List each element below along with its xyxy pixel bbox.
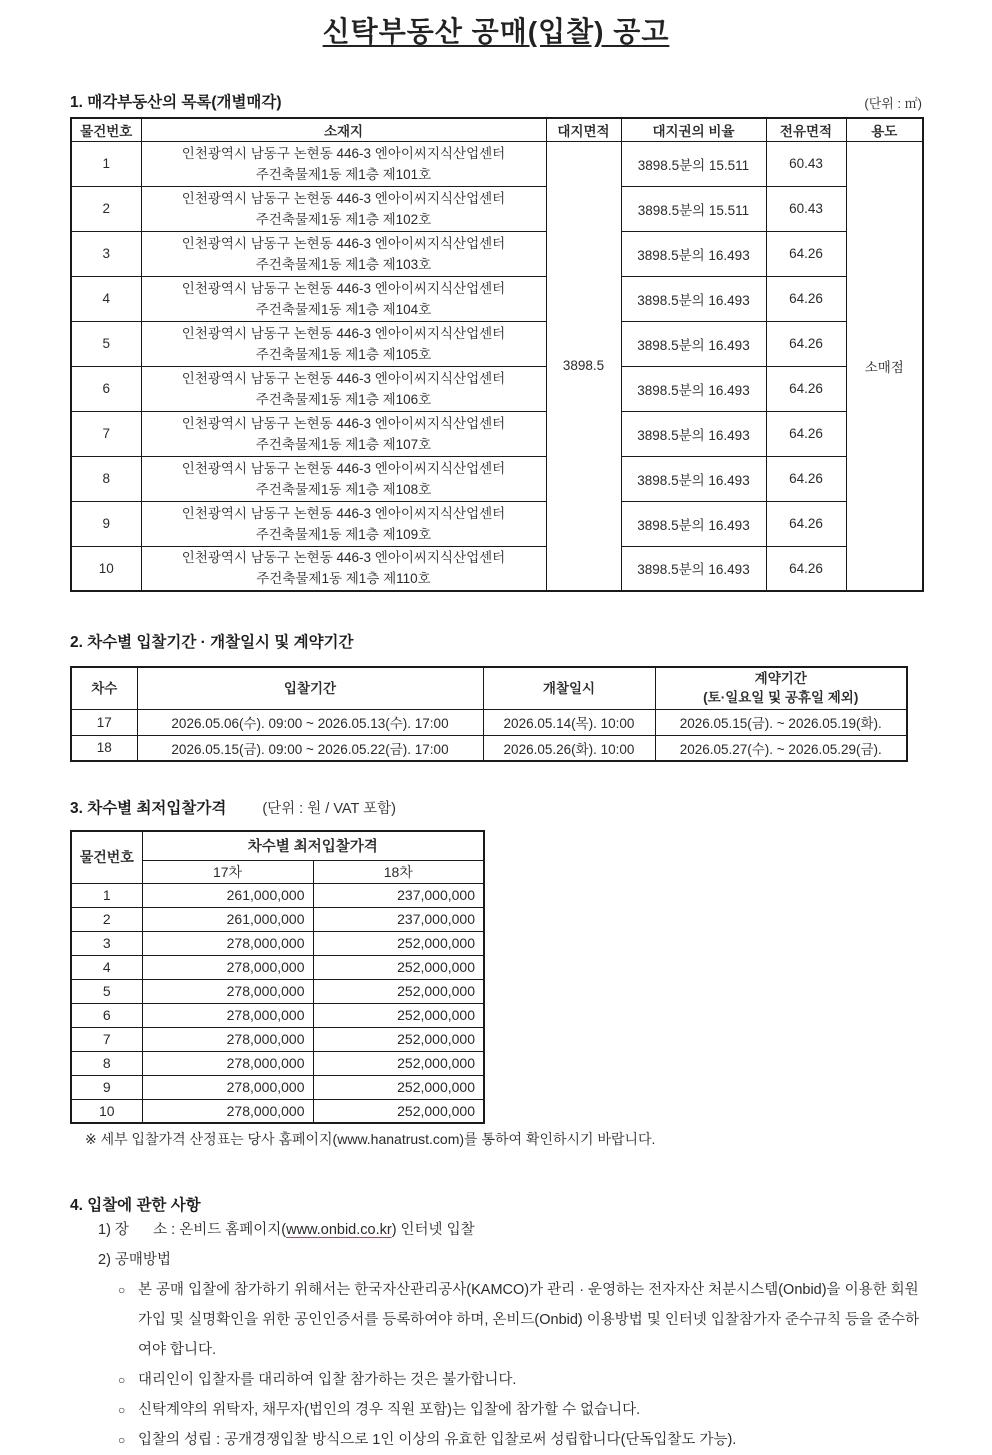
cell-exclusive-area: 64.26 (766, 456, 846, 501)
cell-opening-datetime: 2026.05.14(목). 10:00 (483, 709, 655, 735)
cell-item-no: 3 (71, 931, 142, 955)
circle-bullet-icon: ○ (118, 1373, 126, 1387)
cell-exclusive-area: 60.43 (766, 186, 846, 231)
cell-exclusive-area: 64.26 (766, 501, 846, 546)
header-opening-datetime: 개찰일시 (483, 667, 655, 709)
cell-item-no: 5 (71, 979, 142, 1003)
cell-exclusive-area: 64.26 (766, 366, 846, 411)
onbid-link[interactable]: www.onbid.co.kr (286, 1222, 392, 1238)
table-row (71, 883, 484, 907)
list-item (118, 1395, 922, 1425)
header-exclusive-area: 전유면적 (766, 118, 846, 141)
cell-item-no: 8 (71, 456, 141, 501)
address-line-2: 주건축물제1동 제1층 제102호 (255, 211, 432, 227)
cell-item-no: 6 (71, 1003, 142, 1027)
header-bid-period: 입찰기간 (137, 667, 483, 709)
address-line-2: 주건축물제1동 제1층 제110호 (256, 571, 431, 587)
sale-method-bullets (118, 1275, 922, 1455)
cell-exclusive-area: 64.26 (766, 276, 846, 321)
table-row (71, 411, 923, 456)
cell-address (141, 546, 546, 591)
cell-opening-datetime: 2026.05.26(화). 10:00 (483, 735, 655, 761)
cell-land-share-ratio: 3898.5분의 16.493 (621, 276, 766, 321)
table-row (71, 1099, 484, 1123)
cell-item-no: 2 (71, 186, 141, 231)
cell-item-no: 7 (71, 411, 141, 456)
table-row (71, 1003, 484, 1027)
cell-price-18: 252,000,000 (313, 979, 484, 1003)
cell-exclusive-area: 64.26 (766, 546, 846, 591)
cell-address (141, 366, 546, 411)
cell-exclusive-area: 64.26 (766, 231, 846, 276)
table-row (71, 456, 923, 501)
table-row (71, 366, 923, 411)
address-line-1: 인천광역시 남동구 논현동 446-3 엔아이씨지식산업센터 (181, 415, 506, 431)
cell-exclusive-area: 60.43 (766, 141, 846, 186)
cell-price-17: 278,000,000 (142, 1099, 313, 1123)
section2-heading: 2. 차수별 입찰기간 · 개찰일시 및 계약기간 (70, 634, 354, 651)
list-item (118, 1365, 922, 1395)
cell-round: 18 (71, 735, 137, 761)
cell-item-no: 6 (71, 366, 141, 411)
address-line-1: 인천광역시 남동구 논현동 446-3 엔아이씨지식산업센터 (181, 550, 506, 566)
cell-land-share-ratio: 3898.5분의 16.493 (621, 366, 766, 411)
cell-address (141, 141, 546, 186)
table-row (71, 546, 923, 591)
table-row (71, 276, 923, 321)
address-line-1: 인천광역시 남동구 논현동 446-3 엔아이씨지식산업센터 (181, 370, 506, 386)
sale-method-line: 2) 공매방법 (98, 1252, 171, 1268)
table-row (71, 709, 907, 735)
cell-price-17: 278,000,000 (142, 955, 313, 979)
cell-item-no: 4 (71, 276, 141, 321)
minimum-price-table (70, 830, 485, 1124)
cell-item-no: 1 (71, 141, 141, 186)
cell-item-no: 8 (71, 1051, 142, 1075)
bullet-text: 대리인이 입찰자를 대리하여 입찰 참가하는 것은 불가합니다. (138, 1372, 517, 1388)
bullet-text: 신탁계약의 위탁자, 채무자(법인의 경우 직원 포함)는 입찰에 참가할 수 없습니다. (138, 1402, 641, 1418)
table-row (71, 735, 907, 761)
cell-bid-period: 2026.05.06(수). 09:00 ~ 2026.05.13(수). 17:00 (137, 709, 483, 735)
cell-address (141, 276, 546, 321)
header-land-area: 대지면적 (546, 118, 621, 141)
address-line-2: 주건축물제1동 제1층 제109호 (255, 526, 432, 542)
address-line-2: 주건축물제1동 제1층 제108호 (255, 481, 432, 497)
circle-bullet-icon: ○ (118, 1283, 126, 1297)
cell-land-share-ratio: 3898.5분의 16.493 (621, 456, 766, 501)
address-line-1: 인천광역시 남동구 논현동 446-3 엔아이씨지식산업센터 (181, 190, 506, 206)
table-row (71, 931, 484, 955)
cell-item-no: 9 (71, 501, 141, 546)
cell-price-18: 252,000,000 (313, 1051, 484, 1075)
bid-place-suffix: ) 인터넷 입찰 (391, 1222, 475, 1238)
header-round: 차수 (71, 667, 137, 709)
circle-bullet-icon: ○ (118, 1403, 126, 1417)
table-row (71, 186, 923, 231)
circle-bullet-icon: ○ (118, 1433, 126, 1447)
address-line-1: 인천광역시 남동구 논현동 446-3 엔아이씨지식산업센터 (181, 280, 506, 296)
table-row (71, 907, 484, 931)
bullet-text: 입찰의 성립 : 공개경쟁입찰 방식으로 1인 이상의 유효한 입찰로써 성립합니다(단독입찰도 가능). (138, 1432, 737, 1448)
cell-price-18: 252,000,000 (313, 931, 484, 955)
cell-address (141, 456, 546, 501)
address-line-2: 주건축물제1동 제1층 제107호 (255, 436, 432, 452)
cell-item-no: 1 (71, 883, 142, 907)
cell-price-17: 278,000,000 (142, 1051, 313, 1075)
cell-exclusive-area: 64.26 (766, 321, 846, 366)
bid-place-prefix: 1) 장 소 : 온비드 홈페이지( (98, 1222, 287, 1238)
cell-item-no: 10 (71, 546, 141, 591)
cell-land-share-ratio: 3898.5분의 16.493 (621, 231, 766, 276)
cell-item-no: 7 (71, 1027, 142, 1051)
cell-contract-period: 2026.05.27(수). ~ 2026.05.29(금). (655, 735, 907, 761)
price-footnote: ※ 세부 입찰가격 산정표는 당사 홈페이지(www.hanatrust.com)를 통하여 확인하시기 바랍니다. (85, 1131, 656, 1147)
table-row (71, 979, 484, 1003)
property-table-header-row (71, 118, 923, 141)
address-line-2: 주건축물제1동 제1층 제104호 (255, 301, 432, 317)
cell-address (141, 231, 546, 276)
cell-address (141, 186, 546, 231)
table-row (71, 501, 923, 546)
cell-address (141, 321, 546, 366)
cell-item-no: 9 (71, 1075, 142, 1099)
cell-address (141, 411, 546, 456)
contract-period-label: 계약기간 (754, 671, 807, 687)
cell-usage-merged: 소매점 (846, 141, 923, 591)
cell-item-no: 10 (71, 1099, 142, 1123)
cell-price-18: 252,000,000 (313, 1099, 484, 1123)
cell-item-no: 3 (71, 231, 141, 276)
cell-land-share-ratio: 3898.5분의 15.511 (621, 141, 766, 186)
header-contract-period (655, 667, 907, 709)
cell-land-share-ratio: 3898.5분의 15.511 (621, 186, 766, 231)
list-item (118, 1425, 922, 1455)
header-item-no: 물건번호 (71, 118, 141, 141)
address-line-2: 주건축물제1동 제1층 제101호 (255, 166, 432, 182)
cell-land-share-ratio: 3898.5분의 16.493 (621, 546, 766, 591)
cell-land-share-ratio: 3898.5분의 16.493 (621, 411, 766, 456)
header-land-share-ratio: 대지권의 비율 (621, 118, 766, 141)
page-title: 신탁부동산 공매(입찰) 공고 (322, 16, 670, 47)
cell-price-17: 278,000,000 (142, 1003, 313, 1027)
table-row (71, 955, 484, 979)
section1-unit-note: (단위 : ㎡) (864, 96, 922, 111)
cell-bid-period: 2026.05.15(금). 09:00 ~ 2026.05.22(금). 17:00 (137, 735, 483, 761)
property-list-table (70, 117, 924, 592)
cell-land-area-merged: 3898.5 (546, 141, 621, 591)
address-line-1: 인천광역시 남동구 논현동 446-3 엔아이씨지식산업센터 (181, 145, 506, 161)
table-row (71, 141, 923, 186)
cell-land-share-ratio: 3898.5분의 16.493 (621, 321, 766, 366)
header-address: 소재지 (141, 118, 546, 141)
cell-price-18: 252,000,000 (313, 1003, 484, 1027)
cell-round: 17 (71, 709, 137, 735)
cell-item-no: 5 (71, 321, 141, 366)
section3-unit-note: (단위 : 원 / VAT 포함) (262, 801, 396, 817)
address-line-1: 인천광역시 남동구 논현동 446-3 엔아이씨지식산업센터 (181, 460, 506, 476)
header-usage: 용도 (846, 118, 923, 141)
section3-heading: 3. 차수별 최저입찰가격 (70, 800, 227, 817)
address-line-1: 인천광역시 남동구 논현동 446-3 엔아이씨지식산업센터 (181, 325, 506, 341)
table-row (71, 1075, 484, 1099)
cell-price-18: 252,000,000 (313, 955, 484, 979)
cell-price-18: 252,000,000 (313, 1027, 484, 1051)
cell-price-17: 278,000,000 (142, 931, 313, 955)
bid-place-line (98, 1215, 922, 1245)
price-header-row-1 (71, 831, 484, 860)
cell-exclusive-area: 64.26 (766, 411, 846, 456)
header-round-17: 17차 (142, 860, 313, 883)
header-round-18: 18차 (313, 860, 484, 883)
schedule-table (70, 666, 908, 762)
section4 (70, 1193, 922, 1455)
table-row (71, 321, 923, 366)
header-price-group: 차수별 최저입찰가격 (142, 831, 484, 860)
cell-price-17: 278,000,000 (142, 1027, 313, 1051)
section1-heading-row (70, 90, 922, 112)
cell-contract-period: 2026.05.15(금). ~ 2026.05.19(화). (655, 709, 907, 735)
cell-item-no: 4 (71, 955, 142, 979)
list-item (118, 1275, 922, 1365)
address-line-2: 주건축물제1동 제1층 제106호 (255, 391, 432, 407)
bullet-text: 본 공매 입찰에 참가하기 위해서는 한국자산관리공사(KAMCO)가 관리 · 운영하는 전자자산 처분시스템(Onbid)을 이용한 회원가입 및 실명확인을 위한 공인인증서를 등록하여야 하며, 온비드(Onbid) 이용방법 및 인터넷 입찰참가자 준수규칙 등을 준수하여야 합니다. (138, 1282, 920, 1358)
section3-heading-row (70, 796, 922, 818)
cell-price-17: 261,000,000 (142, 883, 313, 907)
cell-land-share-ratio: 3898.5분의 16.493 (621, 501, 766, 546)
cell-price-18: 252,000,000 (313, 1075, 484, 1099)
cell-address (141, 501, 546, 546)
address-line-1: 인천광역시 남동구 논현동 446-3 엔아이씨지식산업센터 (181, 505, 506, 521)
section4-heading: 4. 입찰에 관한 사항 (70, 1197, 201, 1214)
cell-price-17: 278,000,000 (142, 979, 313, 1003)
schedule-header-row (71, 667, 907, 709)
table-row (71, 231, 923, 276)
address-line-2: 주건축물제1동 제1층 제103호 (255, 256, 432, 272)
section1-heading: 1. 매각부동산의 목록(개별매각) (70, 94, 282, 111)
table-row (71, 1027, 484, 1051)
cell-price-17: 278,000,000 (142, 1075, 313, 1099)
address-line-1: 인천광역시 남동구 논현동 446-3 엔아이씨지식산업센터 (181, 235, 506, 251)
cell-price-17: 261,000,000 (142, 907, 313, 931)
cell-item-no: 2 (71, 907, 142, 931)
cell-price-18: 237,000,000 (313, 883, 484, 907)
header-item-no: 물건번호 (71, 831, 142, 883)
cell-price-18: 237,000,000 (313, 907, 484, 931)
table-row (71, 1051, 484, 1075)
contract-period-note: (토·일요일 및 공휴일 제외) (703, 690, 859, 706)
address-line-2: 주건축물제1동 제1층 제105호 (255, 346, 432, 362)
